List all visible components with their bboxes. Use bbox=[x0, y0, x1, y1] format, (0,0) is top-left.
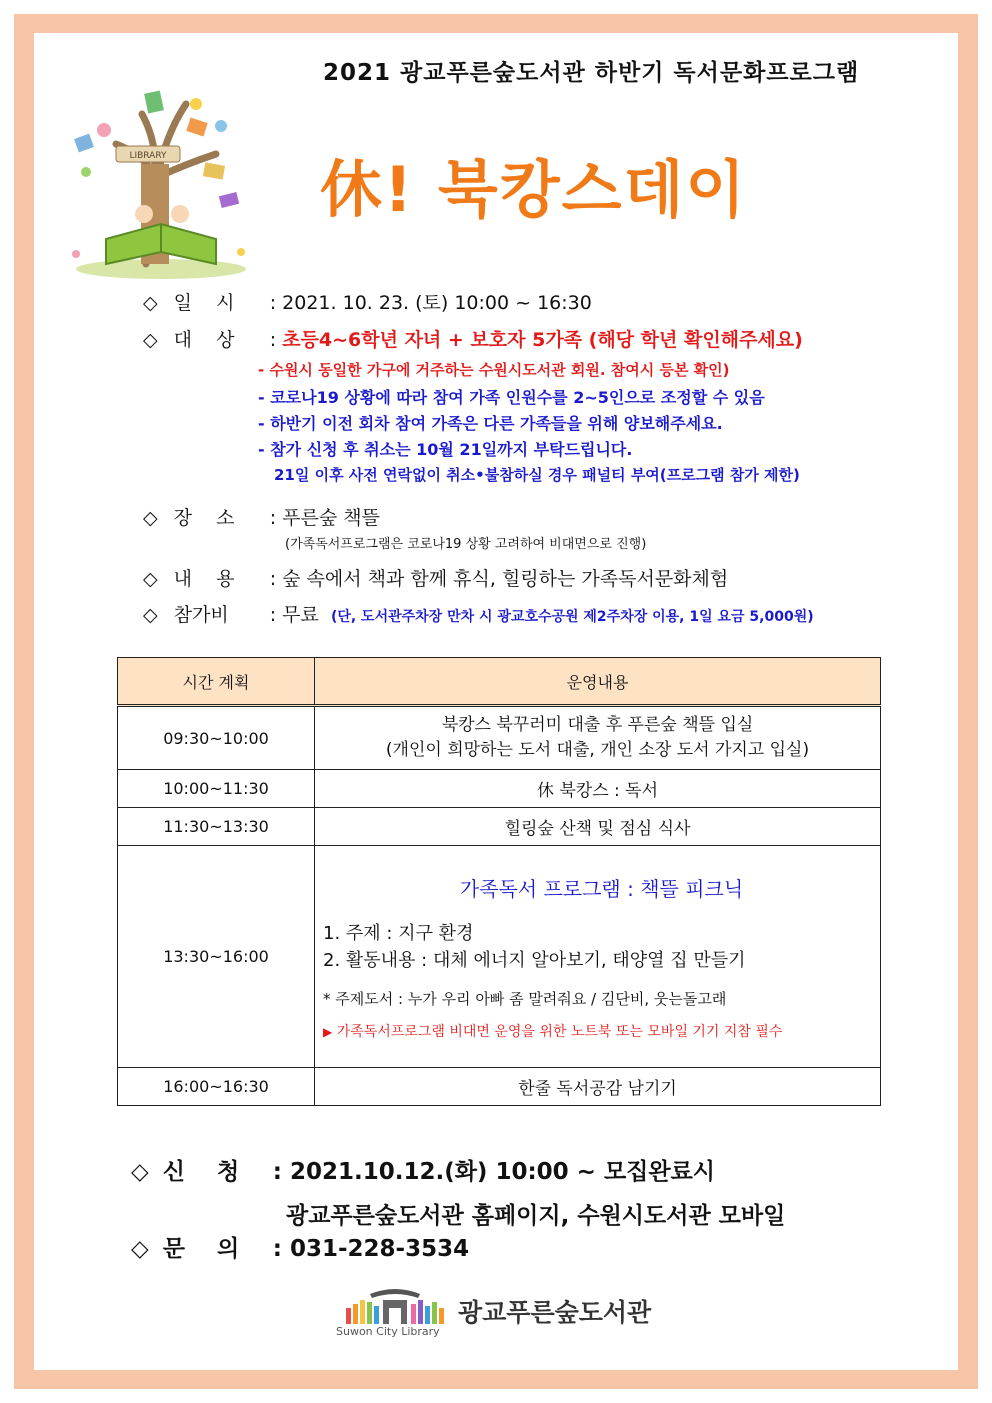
program-item: 1. 주제 : 지구 환경 bbox=[323, 922, 474, 944]
apply-row bbox=[131, 1153, 715, 1186]
row-line: 북캉스 북꾸러미 대출 후 푸른숲 책뜰 입실 bbox=[441, 715, 754, 735]
fee-label: 참가비 bbox=[173, 604, 229, 626]
bullet-diamond: ◇ bbox=[143, 329, 158, 351]
row-content bbox=[315, 706, 881, 770]
library-logo-icon bbox=[340, 1286, 450, 1326]
bullet-diamond: ◇ bbox=[143, 604, 158, 626]
bullet-diamond: ◇ bbox=[143, 292, 158, 314]
colon: : bbox=[269, 604, 283, 626]
content-label: 내 용 bbox=[173, 568, 235, 590]
table-row bbox=[118, 808, 881, 846]
target-row bbox=[143, 325, 803, 352]
row-time: 09:30~10:00 bbox=[118, 706, 315, 770]
row-line: (개인이 희망하는 도서 대출, 개인 소장 도서 가지고 입실) bbox=[385, 740, 810, 760]
bullet-diamond: ◇ bbox=[131, 1236, 149, 1262]
row-content: 힐링숲 산책 및 점심 식사 bbox=[315, 808, 881, 846]
colon: : bbox=[269, 329, 283, 351]
fee-note: (단, 도서관주차장 만차 시 광교호수공원 제2주차장 이용, 1일 요금 5,000원) bbox=[330, 609, 814, 625]
row-content: 한줄 독서공감 남기기 bbox=[315, 1068, 881, 1106]
target-note-1: - 수원시 동일한 가구에 거주하는 수원시도서관 회원. 참여시 등본 확인) bbox=[258, 361, 730, 379]
colon: : bbox=[269, 507, 283, 529]
tree-sign-text: LIBRARY bbox=[129, 151, 167, 161]
date-row bbox=[143, 288, 592, 315]
schedule-table bbox=[117, 657, 881, 1106]
target-note-3: - 하반기 이전 회차 참여 가족은 다른 가족들을 위해 양보해주세요. bbox=[258, 414, 723, 433]
target-note-5: 21일 이후 사전 연락없이 취소•불참하실 경우 패널티 부여(프로그램 참가 제한) bbox=[274, 466, 800, 484]
target-value: 초등4~6학년 자녀 + 보호자 5가족 (해당 학년 확인해주세요) bbox=[282, 329, 803, 351]
apply-value: 2021.10.12.(화) 10:00 ~ 모집완료시 bbox=[289, 1159, 716, 1185]
bullet-diamond: ◇ bbox=[143, 507, 158, 529]
inquiry-row bbox=[131, 1230, 469, 1263]
row-time: 11:30~13:30 bbox=[118, 808, 315, 846]
row-time: 10:00~11:30 bbox=[118, 770, 315, 808]
table-row bbox=[118, 846, 881, 1068]
program-subtitle: 2021 광교푸른숲도서관 하반기 독서문화프로그램 bbox=[323, 60, 860, 86]
date-label: 일 시 bbox=[173, 292, 235, 314]
row-content: 休 북캉스 : 독서 bbox=[315, 770, 881, 808]
target-note-2: - 코로나19 상황에 따라 참여 가족 인원수를 2~5인으로 조정할 수 있음 bbox=[258, 388, 765, 407]
colon: : bbox=[269, 292, 283, 314]
target-note-4: - 참가 신청 후 취소는 10월 21일까지 부탁드립니다. bbox=[258, 440, 633, 459]
colon: : bbox=[269, 568, 283, 590]
program-warning bbox=[323, 1021, 880, 1041]
colon: : bbox=[272, 1159, 290, 1185]
library-logo-name: 광교푸른숲도서관 bbox=[458, 1298, 652, 1327]
bullet-diamond: ◇ bbox=[131, 1159, 149, 1185]
program-title: 가족독서 프로그램 : 책뜰 피크닉 bbox=[459, 876, 744, 901]
target-label: 대 상 bbox=[173, 329, 235, 351]
content-value: 숲 속에서 책과 함께 휴식, 힐링하는 가족독서문화체험 bbox=[282, 568, 729, 590]
content-row bbox=[143, 564, 728, 591]
bullet-diamond: ◇ bbox=[143, 568, 158, 590]
apply-label: 신 청 bbox=[162, 1159, 240, 1185]
fee-value: 무료 bbox=[282, 604, 319, 626]
colon: : bbox=[272, 1236, 290, 1262]
inquiry-label: 문 의 bbox=[162, 1236, 240, 1262]
program-warning-text: 가족독서프로그램 비대면 운영을 위한 노트북 또는 모바일 기기 지참 필수 bbox=[336, 1023, 783, 1040]
library-tree-illustration bbox=[46, 64, 276, 284]
table-row bbox=[118, 770, 881, 808]
table-row bbox=[118, 1068, 881, 1106]
table-row bbox=[118, 706, 881, 770]
triangle-right-icon: ▶ bbox=[323, 1024, 333, 1039]
place-label: 장 소 bbox=[173, 507, 235, 529]
apply-value-2: 광교푸른숲도서관 홈페이지, 수원시도서관 모바일 bbox=[286, 1203, 786, 1229]
row-content bbox=[315, 846, 881, 1068]
fee-row bbox=[143, 600, 814, 627]
table-header-content: 운영내용 bbox=[315, 658, 881, 706]
date-value: 2021. 10. 23. (토) 10:00 ~ 16:30 bbox=[282, 292, 592, 314]
row-time: 16:00~16:30 bbox=[118, 1068, 315, 1106]
place-row bbox=[143, 503, 380, 530]
inquiry-value: 031-228-3534 bbox=[289, 1236, 470, 1262]
table-header-time: 시간 계획 bbox=[118, 658, 315, 706]
program-book: * 주제도서 : 누가 우리 아빠 좀 말려줘요 / 김단비, 웃는돌고래 bbox=[323, 989, 727, 1008]
place-value: 푸른숲 책뜰 bbox=[282, 507, 380, 529]
page-title: 休! 북캉스데이 bbox=[320, 153, 748, 226]
program-item: 2. 활동내용 : 대체 에너지 알아보기, 태양열 집 만들기 bbox=[323, 949, 746, 971]
library-logo-sub: Suwon City Library bbox=[336, 1325, 440, 1338]
table-header-row bbox=[118, 658, 881, 706]
row-time: 13:30~16:00 bbox=[118, 846, 315, 1068]
place-note: (가족독서프로그램은 코로나19 상황 고려하여 비대면으로 진행) bbox=[285, 537, 647, 552]
